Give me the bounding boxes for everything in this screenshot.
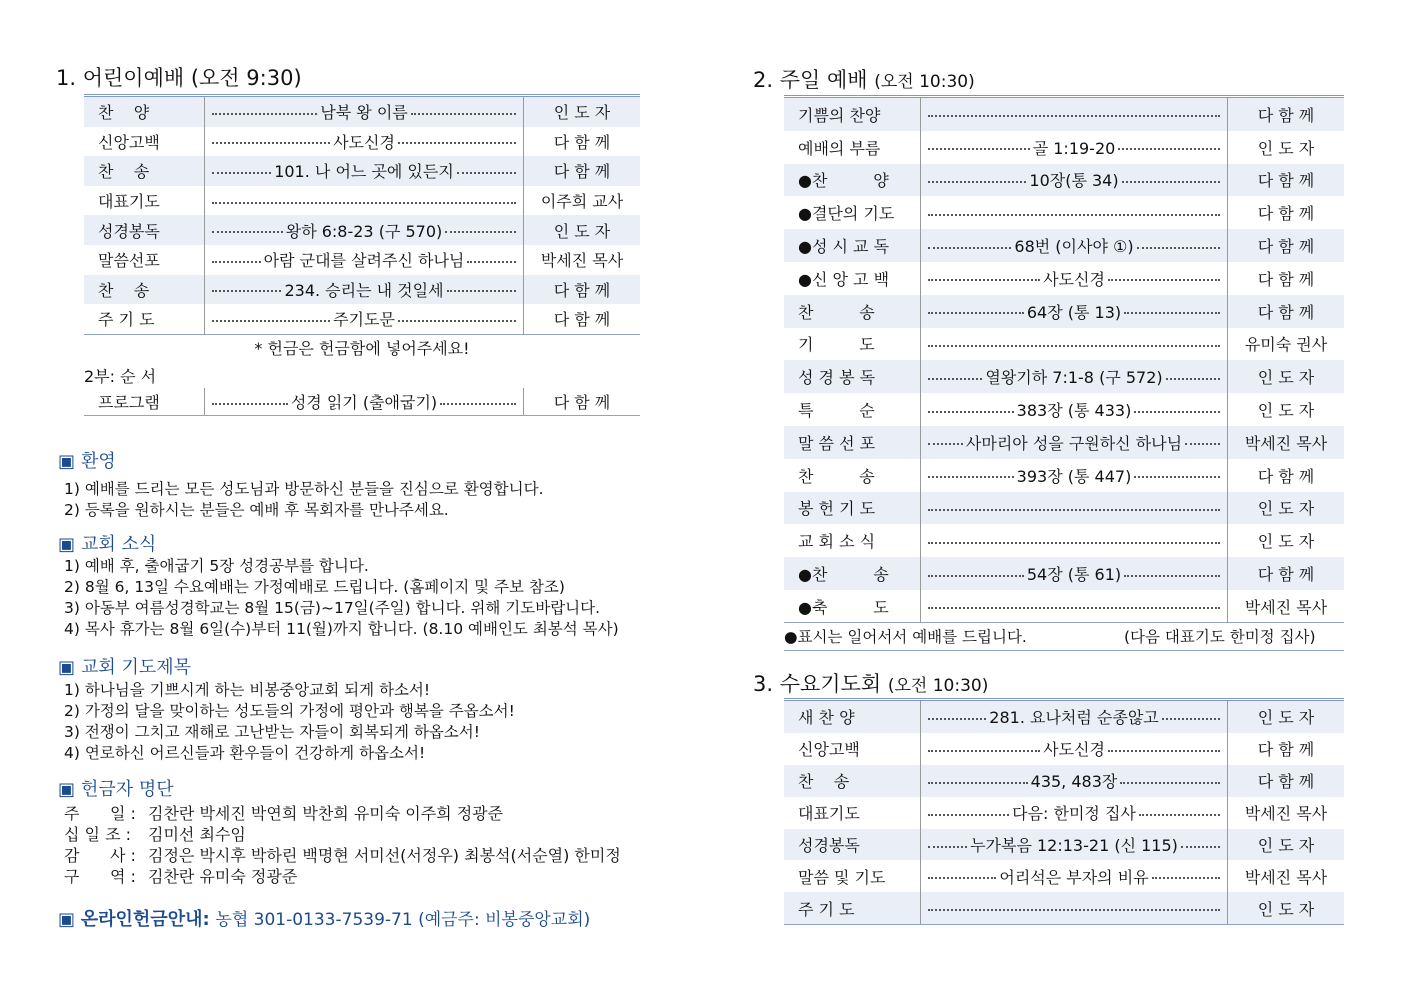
row-label: 찬 송: [784, 765, 921, 797]
row-leader: 다 함 께: [1228, 557, 1345, 590]
table-bottom-rule: [84, 415, 640, 416]
standing-note: ●표시는 일어서서 예배를 드립니다.: [784, 628, 1027, 646]
table-row: [784, 262, 1344, 295]
children-worship-heading: 1. 어린이예배: [56, 66, 185, 90]
welcome-list: [64, 479, 544, 521]
row-content-text: 사도신경: [1043, 269, 1105, 289]
row-leader: 다 함 께: [1228, 295, 1345, 328]
list-item: 4) 연로하신 어르신들과 환우들이 건강하게 하옵소서!: [64, 744, 426, 762]
row-leader: 다 함 께: [1257, 740, 1315, 760]
table-row: [84, 97, 640, 127]
row-leader: 다 함 께: [553, 132, 611, 152]
list-item: 4) 목사 휴가는 8월 6일(수)부터 11(월)까지 합니다. (8.10 예배인도 최봉석 목사): [64, 620, 619, 638]
row-label: ●축 도: [784, 590, 921, 623]
row-leader: 박세진 목사: [1244, 597, 1328, 617]
row-label: 말 씀 선 포: [784, 426, 921, 459]
part2-label: 2부: 순 서: [84, 367, 157, 386]
table-row: [784, 892, 1344, 924]
table-row: [784, 590, 1344, 623]
row-label: 찬 송: [784, 459, 921, 492]
sunday-worship-title: [753, 64, 975, 94]
row-leader: 박세진 목사: [1244, 804, 1328, 824]
row-content: [205, 275, 524, 305]
donor-category: 구 역 :: [64, 867, 136, 886]
row-content: [205, 215, 524, 245]
children-worship-title: [56, 62, 302, 92]
row-label: 성경봉독: [84, 215, 205, 245]
row-leader: 다 함 께: [1228, 765, 1345, 797]
news-header-text: 교회 소식: [81, 534, 157, 555]
table-row: [84, 304, 640, 334]
table-row: [784, 492, 1344, 525]
table-row: [784, 328, 1344, 361]
square-bullet-icon: ▣: [58, 451, 76, 472]
row-content-text: 281. 요나처럼 순종않고: [989, 708, 1159, 728]
online-offering-account: 농협 301-0133-7539-71 (예금주: 비봉중앙교회): [215, 910, 591, 930]
list-item: 2) 등록을 원하시는 분들은 예배 후 목회자를 만나주세요.: [64, 501, 449, 519]
row-label: 기 도: [784, 328, 921, 361]
row-label: 찬 송: [784, 295, 921, 328]
donor-names: 김정은 박시후 박하린 백명현 서미선(서정우) 최봉석(서순열) 한미정: [148, 846, 621, 865]
list-item: 2) 가정의 달을 맞이하는 성도들의 가정에 평안과 행복을 주옵소서!: [64, 702, 515, 720]
row-content-text: 주기도문: [333, 310, 395, 330]
table-row: [784, 360, 1344, 393]
table-row: [84, 275, 640, 305]
row-leader: 다 함 께: [524, 156, 641, 186]
offering-note: * 헌금은 헌금함에 넣어주세요!: [254, 339, 470, 358]
list-item: 2) 8월 6, 13일 수요예배는 가정예배로 드립니다. (홈페이지 및 주보 참조): [64, 578, 565, 596]
row-label: 새 찬 양: [784, 701, 921, 733]
wednesday-prayer-heading: 3. 수요기도회: [753, 672, 882, 696]
row-content: [921, 229, 1228, 262]
row-content: [921, 196, 1228, 229]
table-row: [784, 860, 1344, 892]
row-content-text: 383장 (통 433): [1016, 401, 1132, 421]
table-row: [84, 245, 640, 275]
news-header: [58, 530, 156, 556]
row-content-text: 아람 군대를 살려주신 하나님: [263, 251, 465, 271]
table-bottom-rule: [84, 334, 640, 335]
row-leader: 유미숙 권사: [1244, 335, 1328, 355]
row-leader: 인 도 자: [1228, 892, 1345, 924]
row-leader: 박세진 목사: [1244, 867, 1328, 887]
table-row: [784, 295, 1344, 328]
row-label: ●성 시 교 독: [784, 229, 921, 262]
square-bullet-icon: ▣: [58, 909, 76, 930]
row-content-text: 사도신경: [333, 132, 395, 152]
row-content: [921, 557, 1228, 590]
row-content: [921, 797, 1228, 829]
row-content-text: 열왕기하 7:1-8 (구 572): [985, 368, 1163, 388]
row-content: [921, 131, 1228, 164]
row-label: 찬 송: [84, 275, 205, 305]
row-content: [921, 360, 1228, 393]
table-row: [784, 393, 1344, 426]
row-label: 성 경 봉 독: [784, 360, 921, 393]
prayer-list: [64, 680, 515, 764]
row-leader: 다 함 께: [1257, 466, 1315, 486]
row-content-text: 10장(통 34): [1029, 171, 1119, 191]
row-label: 성경봉독: [784, 829, 921, 861]
row-label: 기쁨의 찬양: [784, 98, 921, 131]
square-bullet-icon: ▣: [58, 779, 76, 800]
row-label: 말씀선포: [84, 245, 205, 275]
row-leader: 다 함 께: [524, 275, 641, 305]
table-row: [784, 765, 1344, 797]
row-label: ●찬 송: [784, 557, 921, 590]
table-bottom-rule: [784, 622, 1344, 623]
row-content: [205, 388, 524, 415]
donor-names: 김찬란 박세진 박연희 박찬희 유미숙 이주희 정광준: [148, 804, 504, 823]
table-bottom-rule: [784, 924, 1344, 925]
row-content-text: 234. 승리는 내 것일세: [284, 280, 444, 300]
prayer-header-text: 교회 기도제목: [81, 657, 192, 678]
list-item: [64, 845, 621, 866]
table-row: [84, 156, 640, 186]
row-label: 프로그램: [84, 388, 205, 415]
row-content-text: 101. 나 어느 곳에 있든지: [274, 162, 454, 182]
row-leader: 다 함 께: [1228, 164, 1345, 197]
row-label: 교 회 소 식: [784, 524, 921, 557]
row-leader: 인 도 자: [1257, 138, 1315, 158]
children-order-table: [84, 97, 640, 334]
row-leader: 인 도 자: [1228, 829, 1345, 861]
row-label: 대표기도: [784, 797, 921, 829]
donor-names: 김찬란 유미숙 정광준: [148, 867, 298, 886]
table-row: [784, 426, 1344, 459]
row-content-text: 사마리아 성을 구원하신 하나님: [965, 433, 1183, 453]
row-leader: 인 도 자: [1257, 401, 1315, 421]
row-label: 대표기도: [84, 186, 205, 216]
row-content-text: 64장 (통 13): [1026, 302, 1122, 322]
list-item: 3) 아동부 여름성경학교는 8월 15(금)~17일(주일) 합니다. 위해 기도바랍니다.: [64, 599, 601, 617]
row-content: [921, 459, 1228, 492]
row-leader: 인 도 자: [1228, 701, 1345, 733]
row-label: 예배의 부름: [784, 131, 921, 164]
row-content: [921, 492, 1228, 525]
row-content: [205, 97, 524, 127]
donors-header: [58, 775, 174, 801]
donors-header-text: 헌금자 명단: [81, 779, 174, 800]
row-content-text: 누가복음 12:13-21 (신 115): [970, 836, 1178, 855]
row-leader: 인 도 자: [1257, 532, 1315, 552]
row-content: [921, 426, 1228, 459]
welcome-header-text: 환영: [81, 451, 116, 472]
table-row: [784, 164, 1344, 197]
row-leader: 박세진 목사: [540, 251, 624, 271]
row-content: [921, 164, 1228, 197]
square-bullet-icon: ▣: [58, 534, 76, 555]
row-content: [921, 701, 1228, 733]
row-content: [921, 524, 1228, 557]
row-content-text: 393장 (통 447): [1016, 466, 1132, 486]
row-content-text: 남북 왕 이름: [320, 103, 408, 123]
row-label: 신앙고백: [84, 127, 205, 157]
table-row: [784, 229, 1344, 262]
row-content: [921, 393, 1228, 426]
square-bullet-icon: ▣: [58, 657, 76, 678]
row-content-text: 성경 읽기 (출애굽기): [290, 393, 438, 412]
sunday-worship-heading: 2. 주일 예배: [753, 68, 868, 92]
donor-names: 김미선 최수임: [148, 825, 246, 844]
row-content-text: 골 1:19-20: [1032, 138, 1116, 158]
next-prayer-note: (다음 대표기도 한미정 집사): [1124, 628, 1316, 646]
row-content-text: 사도신경: [1043, 740, 1105, 760]
row-content-text: 435, 483장: [1030, 772, 1118, 792]
list-item: 3) 전쟁이 그치고 재해로 고난받는 자들이 회복되게 하옵소서!: [64, 723, 480, 741]
list-item: 1) 예배 후, 출애굽기 5장 성경공부를 합니다.: [64, 557, 369, 575]
row-content: [921, 765, 1228, 797]
table-row: [784, 701, 1344, 733]
note-bottom-rule: [784, 650, 1344, 651]
news-list: [64, 556, 619, 640]
part2-table: [84, 388, 640, 415]
row-label: 찬 양: [84, 97, 205, 127]
row-label: 주 기 도: [84, 304, 205, 334]
row-label: 말씀 및 기도: [784, 860, 921, 892]
row-content-text: 68번 (이사야 ①): [1014, 237, 1134, 257]
row-label: 특 순: [784, 393, 921, 426]
wednesday-prayer-time: (오전 10:30): [887, 676, 989, 696]
row-content-text: 왕하 6:8-23 (구 570): [285, 221, 443, 241]
table-row: [784, 557, 1344, 590]
row-content-text: 어리석은 부자의 비유: [999, 867, 1149, 887]
list-item: 1) 하나님을 기쁘시게 하는 비봉중앙교회 되게 하소서!: [64, 681, 431, 699]
donors-list: [64, 803, 621, 887]
table-row: [784, 98, 1344, 131]
row-label: ●찬 양: [784, 164, 921, 197]
row-content-text: 54장 (통 61): [1026, 565, 1122, 585]
row-leader: 다 함 께: [1228, 98, 1345, 131]
row-leader: 다 함 께: [1228, 229, 1345, 262]
row-content: [205, 156, 524, 186]
row-content: [921, 295, 1228, 328]
row-content: [205, 127, 524, 157]
list-item: [64, 824, 621, 845]
row-label: 찬 송: [84, 156, 205, 186]
row-content: [921, 328, 1228, 361]
row-label: 신앙고백: [784, 733, 921, 765]
row-leader: 인 도 자: [524, 97, 641, 127]
row-content: [921, 892, 1228, 924]
table-row: [84, 186, 640, 216]
online-offering-label: 온라인헌금안내:: [80, 909, 210, 930]
prayer-header: [58, 653, 191, 679]
row-content: [205, 245, 524, 275]
wednesday-order-table: [784, 701, 1344, 924]
online-offering: [58, 905, 590, 931]
table-row: [784, 733, 1344, 765]
row-leader: 이주희 교사: [540, 192, 624, 212]
row-content: [921, 98, 1228, 131]
row-content: [205, 186, 524, 216]
donor-category: 주 일 :: [64, 804, 136, 823]
row-content: [921, 733, 1228, 765]
table-row: [784, 797, 1344, 829]
sunday-order-table: [784, 98, 1344, 623]
row-leader: 인 도 자: [1228, 492, 1345, 525]
table-row: [784, 524, 1344, 557]
row-content: [205, 304, 524, 334]
wednesday-prayer-title: [753, 668, 988, 698]
row-leader: 다 함 께: [553, 310, 611, 330]
sunday-worship-time: (오전 10:30): [874, 72, 975, 92]
row-content: [921, 590, 1228, 623]
welcome-header: [58, 447, 116, 473]
table-row: [784, 459, 1344, 492]
table-row: [784, 829, 1344, 861]
row-leader: 다 함 께: [1257, 204, 1315, 224]
children-worship-time: (오전 9:30): [190, 66, 302, 90]
donor-category: 십 일 조 :: [64, 825, 132, 844]
row-label: 주 기 도: [784, 892, 921, 924]
list-item: [64, 866, 621, 887]
table-row: [784, 196, 1344, 229]
row-leader: 다 함 께: [553, 393, 611, 412]
row-content: [921, 262, 1228, 295]
table-row: [84, 388, 640, 415]
row-label: ●결단의 기도: [784, 196, 921, 229]
row-leader: 다 함 께: [1257, 269, 1315, 289]
table-row: [84, 127, 640, 157]
row-content: [921, 860, 1228, 892]
row-content: [921, 829, 1228, 861]
list-item: [64, 803, 621, 824]
row-label: ●신 앙 고 백: [784, 262, 921, 295]
list-item: 1) 예배를 드리는 모든 성도님과 방문하신 분들을 진심으로 환영합니다.: [64, 480, 544, 498]
donor-category: 감 사 :: [64, 846, 136, 865]
row-content-text: 다음: 한미정 집사: [1012, 804, 1136, 824]
row-leader: 인 도 자: [524, 215, 641, 245]
table-row: [84, 215, 640, 245]
row-leader: 인 도 자: [1228, 360, 1345, 393]
row-leader: 박세진 목사: [1228, 426, 1345, 459]
table-row: [784, 131, 1344, 164]
row-label: 봉 헌 기 도: [784, 492, 921, 525]
